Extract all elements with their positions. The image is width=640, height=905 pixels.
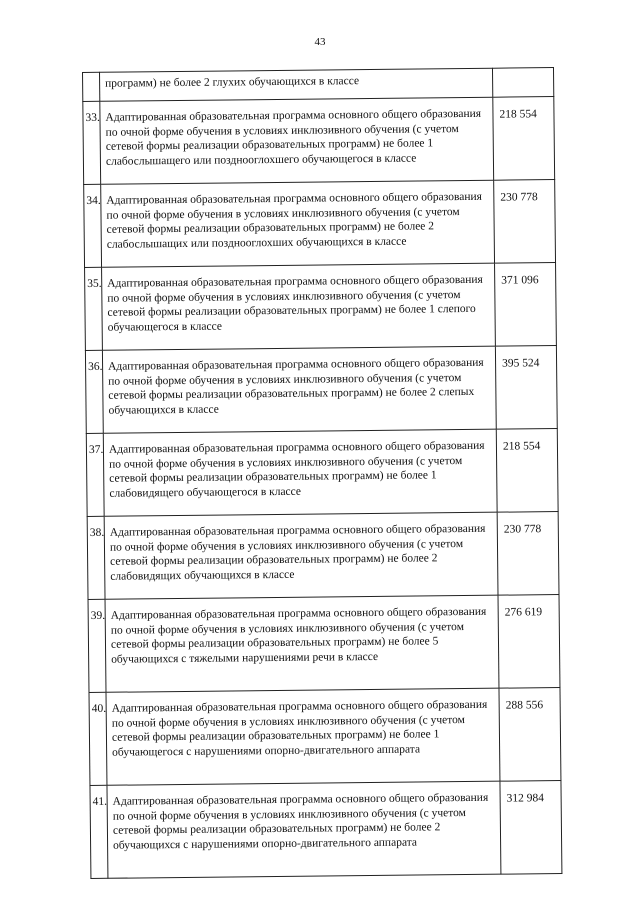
row-value: 395 524: [495, 346, 557, 430]
row-number: 33.: [83, 101, 101, 184]
table-row: [87, 512, 559, 600]
row-number: 35.: [85, 267, 103, 350]
row-description: Адаптированная образовательная программа основного общего образования по очной форме обучения в условиях инклюзивного обучения (с учетом сетевой формы реализации образовательных программ) не более 2 слепых обучающихся в классе: [102, 346, 496, 433]
row-value: 230 778: [494, 180, 556, 264]
row-description: Адаптированная образовательная программа основного общего образования по очной форме обучения в условиях инклюзивного обучения (с учетом сетевой формы реализации образовательных программ) не более 2 обучающихся с нарушениями опорно-двигательного аппарата: [107, 781, 501, 878]
table-row: [84, 180, 556, 268]
table-row: [89, 688, 561, 786]
row-description: Адаптированная образовательная программа основного общего образования по очной форме обучения в условиях инклюзивного обучения (с учетом сетевой формы реализации образовательных программ) не более 2 слабослышащих или позднооглохших обучающихся в классе: [101, 180, 495, 267]
row-description: Адаптированная образовательная программа основного общего образования по очной форме обучения в условиях инклюзивного обучения (с учетом сетевой формы реализации образовательных программ) не более 2 слабовидящих обучающихся в классе: [104, 512, 498, 599]
row-value: [492, 68, 553, 98]
document-sheet: [82, 67, 562, 879]
row-description: Адаптированная образовательная программа основного общего образования по очной форме обучения в условиях инклюзивного обучения (с учетом сетевой формы реализации образовательных программ) не более 5 обучающихся с тяжелыми нарушениями речи в классе: [105, 595, 499, 692]
row-value: 276 619: [498, 595, 560, 689]
row-value: 312 984: [500, 781, 562, 875]
row-description: Адаптированная образовательная программа основного общего образования по очной форме обучения в условиях инклюзивного обучения (с учетом сетевой формы реализации образовательных программ) не более 1 слабовидящего обучающегося в классе: [103, 429, 497, 516]
row-description: программ) не более 2 глухих обучающихся в классе: [100, 68, 493, 101]
table-row: [83, 97, 555, 185]
table-row: [90, 781, 562, 879]
row-value: 218 554: [493, 97, 555, 181]
row-number-cell: [83, 72, 100, 101]
row-number: 36.: [85, 350, 103, 433]
row-description: Адаптированная образовательная программа основного общего образования по очной форме обучения в условиях инклюзивного обучения (с учетом сетевой формы реализации образовательных программ) не более 1 слабослышащего или позднооглохшего обучающегося в классе: [100, 97, 494, 184]
cost-table: [82, 67, 562, 879]
row-description: Адаптированная образовательная программа основного общего образования по очной форме обучения в условиях инклюзивного обучения (с учетом сетевой формы реализации образовательных программ) не более 1 обучающегося с нарушениями опорно-двигательного аппарата: [106, 688, 500, 785]
table-row: [85, 263, 557, 351]
page-number: 43: [314, 36, 326, 48]
row-number: 34.: [84, 184, 102, 267]
row-number: 38.: [87, 516, 105, 599]
row-value: 218 554: [496, 429, 558, 513]
table-row: [85, 346, 557, 434]
row-number: 40.: [89, 692, 107, 785]
row-value: 230 778: [497, 512, 559, 596]
row-value: 288 556: [499, 688, 561, 782]
row-number: 39.: [88, 599, 106, 692]
row-number: 41.: [90, 785, 108, 878]
row-number: 37.: [86, 433, 104, 516]
row-value: 371 096: [495, 263, 557, 347]
row-description: Адаптированная образовательная программа основного общего образования по очной форме обучения в условиях инклюзивного обучения (с учетом сетевой формы реализации образовательных программ) не более 1 слепого обучающегося в классе: [102, 263, 496, 350]
table-row: [86, 429, 558, 517]
table-row: [88, 595, 560, 693]
